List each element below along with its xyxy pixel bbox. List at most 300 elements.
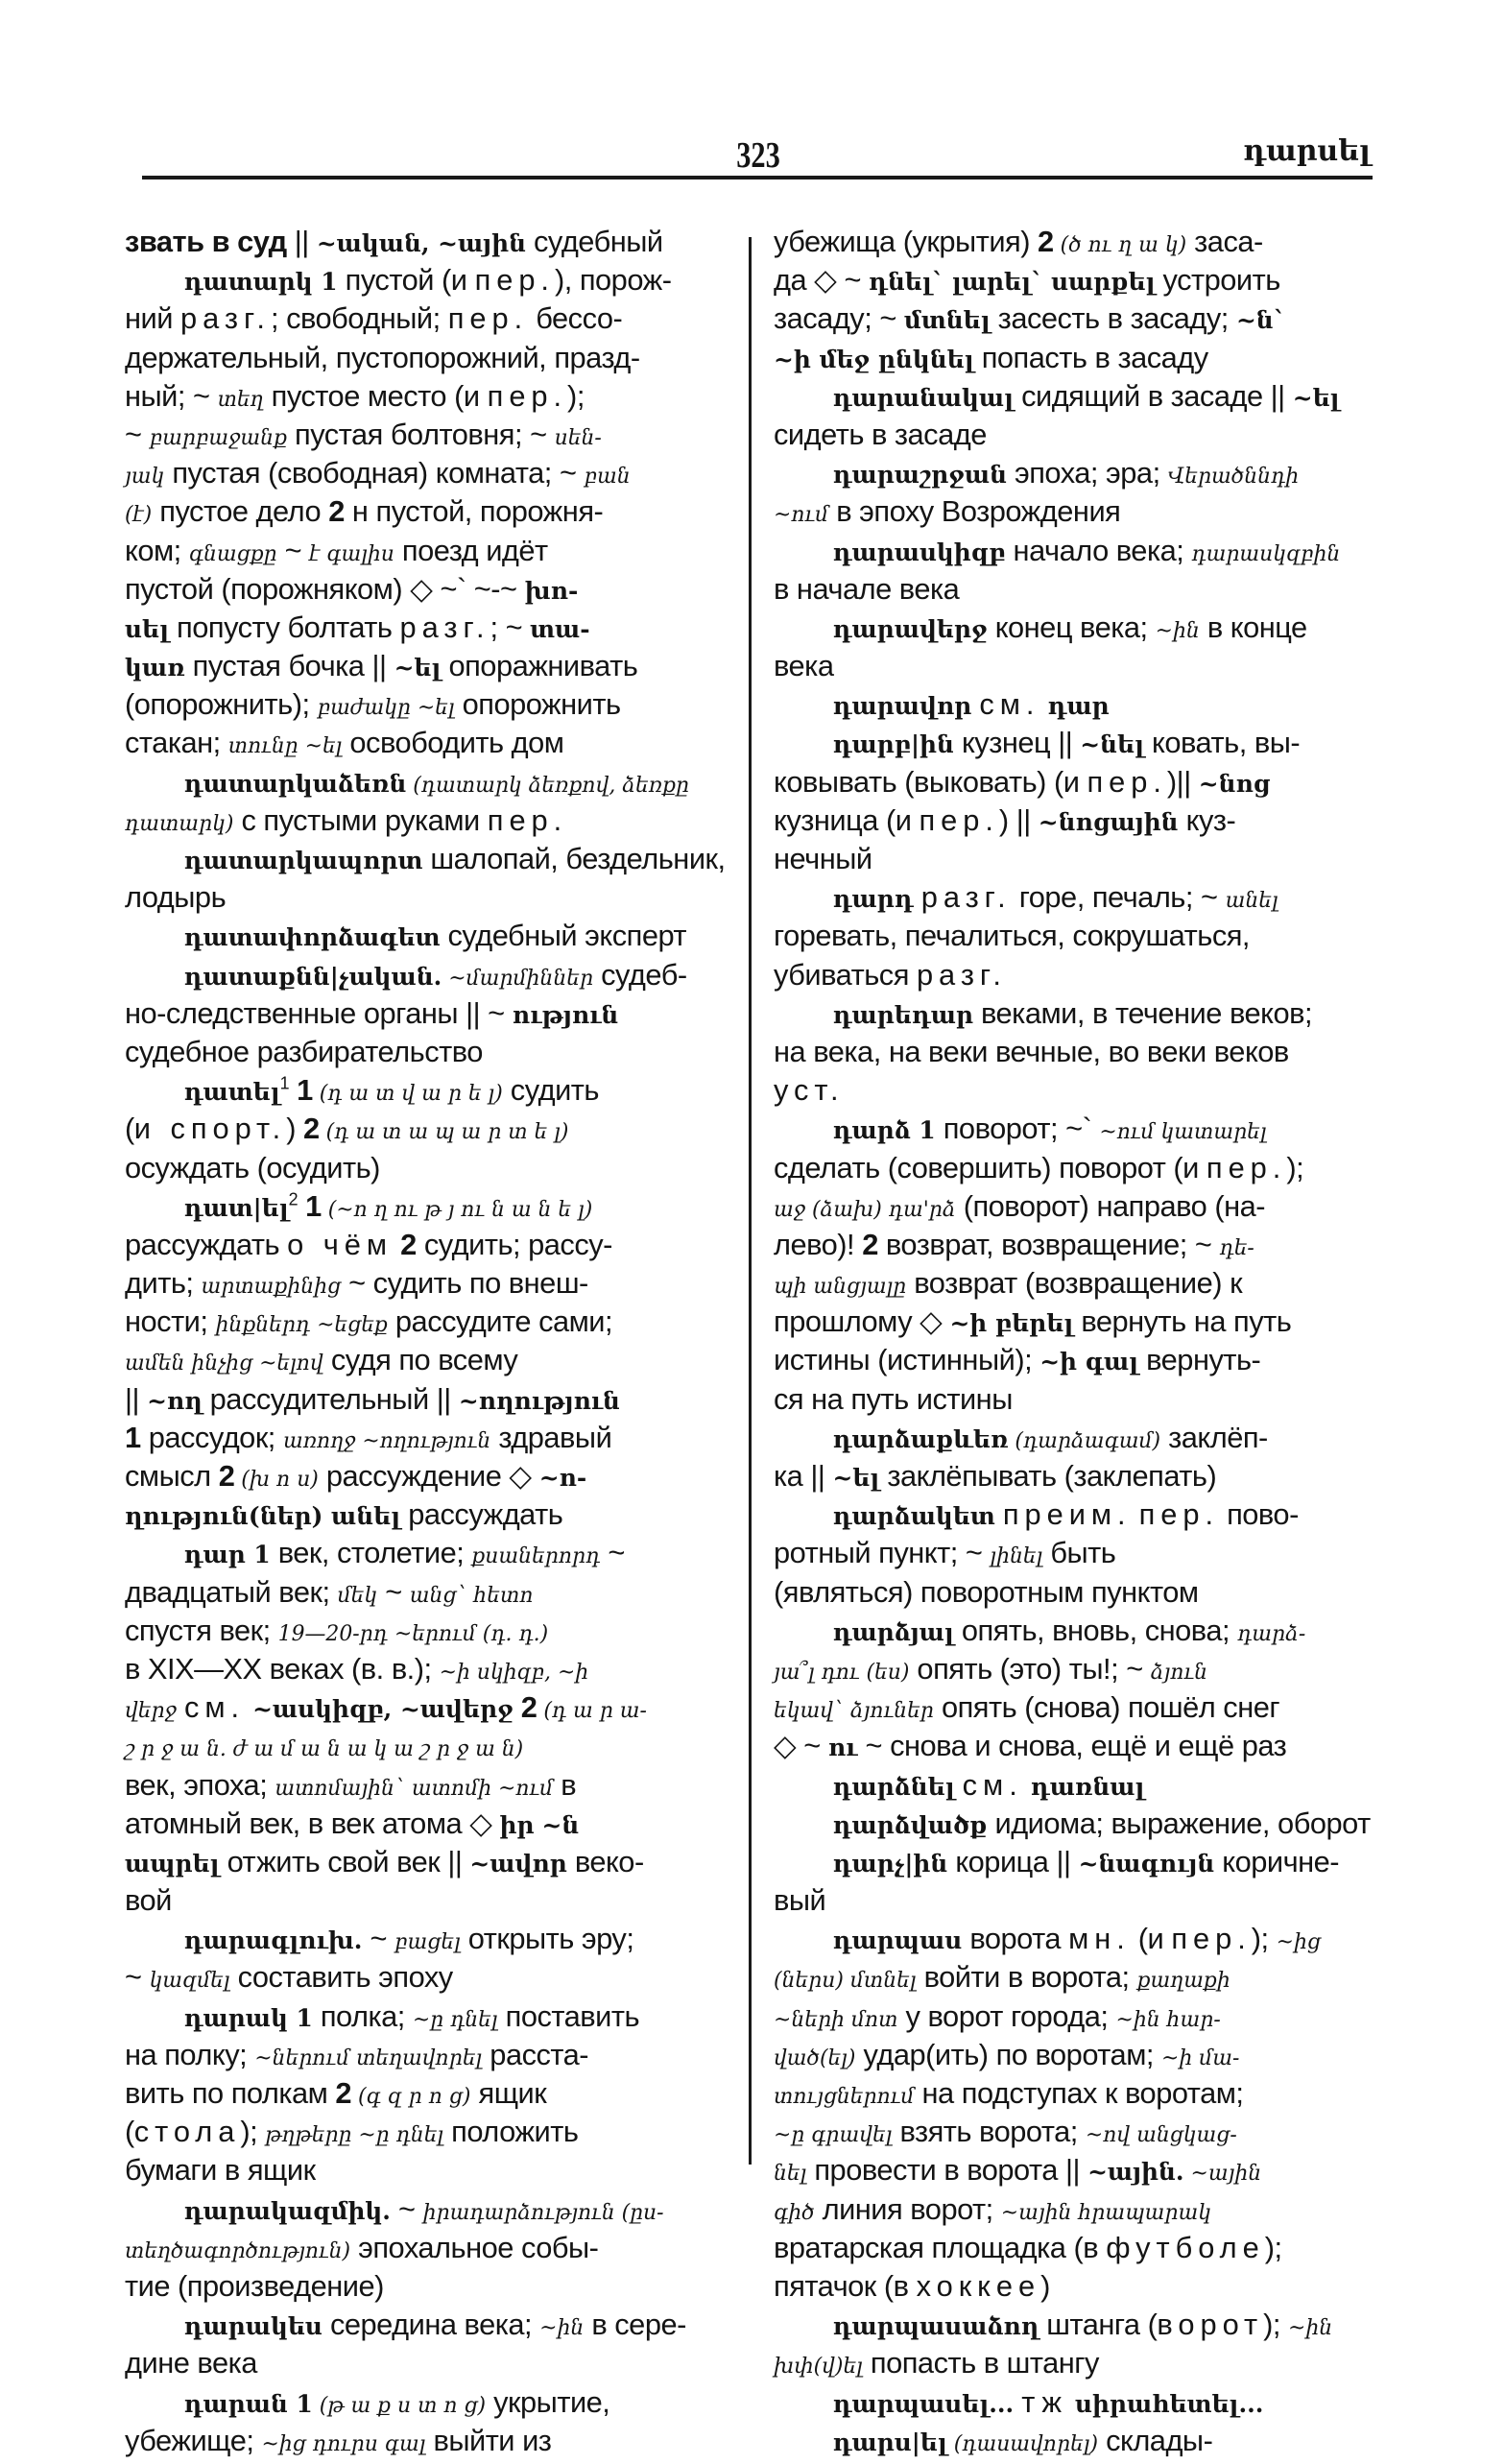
definition-text: опять (это) ты!; ~ [909, 1651, 1151, 1686]
definition-text: пустое дело [152, 494, 329, 529]
definition-text: открыть эру; [460, 1922, 634, 1956]
usage-label: разг. [399, 610, 490, 644]
definition-text: горе, печаль; ~ [1011, 880, 1226, 915]
headword: կառ [125, 654, 185, 682]
left-column [125, 223, 739, 2460]
dictionary-line [125, 1071, 735, 1110]
definition-text: убежища (укрытия) [774, 225, 1039, 258]
headword: սիրահետել... [1075, 2389, 1264, 2418]
definition-text: провести в ворота || [806, 2153, 1088, 2188]
dictionary-line [774, 1033, 1384, 1071]
armenian-example: ինքներդ ~եցեք [215, 1313, 388, 1338]
dictionary-line [774, 2151, 1384, 2189]
headword: ~նոցային [1038, 807, 1179, 836]
dictionary-line [774, 994, 1384, 1033]
definition-text: прошлому ◇ [774, 1304, 950, 1339]
dictionary-line [774, 1110, 1384, 1148]
definition-text: ~ [276, 533, 310, 567]
armenian-example: տունը ~ել [227, 734, 343, 759]
armenian-example: է գալիս [309, 541, 394, 566]
dictionary-line [125, 1380, 735, 1419]
dictionary-line [125, 685, 735, 724]
definition-text: эпохальное собы- [350, 2230, 599, 2264]
headword: ~ի մեջ ընկնել [774, 345, 974, 373]
usage-label: тж [1021, 2384, 1067, 2419]
definition-text: лодырь [125, 880, 227, 915]
dictionary-line [774, 1727, 1384, 1765]
definition-text: шалопай, бездельник, [422, 842, 726, 875]
armenian-example: դարձ- [1237, 1621, 1306, 1646]
definition-text: ), порож- [554, 263, 672, 298]
definition-text: ); [1264, 2230, 1282, 2264]
dictionary-line [125, 2383, 735, 2422]
armenian-example: լինել [990, 1544, 1043, 1569]
headword: ~ի գալ [1039, 1348, 1139, 1376]
dictionary-line [774, 416, 1384, 454]
definition-text: веками, в течение веков; [972, 995, 1313, 1030]
dictionary-line [125, 801, 735, 840]
headword: դնել` լարել` սարքել [869, 268, 1156, 297]
definition-text: на века, на веки вечные, во веки веков [774, 1034, 1289, 1068]
dictionary-line [774, 724, 1384, 762]
headword: ~ական, ~ային [316, 229, 526, 257]
definition-text: здравый [490, 1420, 612, 1454]
dictionary-line [774, 1650, 1384, 1688]
dictionary-line [774, 840, 1384, 878]
armenian-example: անց` հետո [409, 1583, 534, 1608]
headword: մտնել [903, 306, 991, 335]
armenian-example: (ներս) մտնել [774, 1969, 917, 1994]
armenian-example: (~ո ղ ու թ յ ու ն ա ն ե լ) [321, 1197, 593, 1222]
dictionary-line [125, 1033, 735, 1071]
definition-text: ~ [390, 2191, 423, 2226]
headword: դարավոր [832, 692, 972, 721]
definition-text: || [125, 1381, 148, 1416]
armenian-example: (դասավորել) [946, 2431, 1099, 2456]
armenian-example: պի անցյալը [774, 1275, 907, 1300]
definition-text: ковывать (выковать) (и [774, 764, 1087, 799]
definition-text: ) [286, 1112, 304, 1146]
definition-text: попасть в штангу [862, 2346, 1099, 2380]
armenian-example: նել [774, 2162, 807, 2187]
armenian-example: գիծ [774, 2200, 815, 2225]
headword: դարբ|ին [832, 730, 954, 759]
armenian-example: անել [1225, 889, 1278, 914]
definition-text: стакан; [125, 726, 228, 760]
dictionary-line [774, 2113, 1384, 2151]
definition-text: ( [125, 2115, 134, 2149]
definition-text: кузнец || [953, 726, 1081, 760]
dictionary-line [125, 1341, 735, 1379]
dictionary-line [774, 1457, 1384, 1495]
dictionary-line [125, 1149, 735, 1187]
page-number: 323 [736, 135, 780, 176]
armenian-example: ~ին [539, 2316, 585, 2341]
armenian-example: յա՞լ դու (ես) [774, 1660, 910, 1685]
usage-label: пер. [487, 802, 568, 837]
armenian-example: կազմել [149, 1969, 230, 1994]
armenian-example: ~ի սկիզբ, ~ի [439, 1660, 589, 1685]
definition-text [1132, 1497, 1139, 1531]
dictionary-line [125, 1881, 735, 1920]
dictionary-line [125, 2113, 735, 2151]
dictionary-line [774, 1303, 1384, 1341]
definition-text: ротный пункт; ~ [774, 1536, 991, 1570]
definition-text: штанга ( [1039, 2308, 1158, 2342]
headword: ~ողություն [458, 1386, 620, 1415]
definition-text: линия ворот; [814, 2191, 1001, 2226]
column-divider [749, 237, 752, 2165]
definition-text: убежище; [125, 2423, 262, 2457]
armenian-example: ~ով անցկաց- [1085, 2123, 1237, 2148]
definition-text: вить по полкам [125, 2076, 336, 2110]
definition-text: попасть в засаду [973, 340, 1208, 374]
dictionary-line [774, 261, 1384, 299]
definition-text: в начале века [774, 571, 960, 606]
running-head: դարսել [1243, 134, 1371, 168]
definition-text: век, эпоха; [125, 1767, 275, 1802]
armenian-example: վերջ [125, 1699, 177, 1724]
definition-text: поставить [497, 1998, 640, 2033]
usage-label: пер. [919, 802, 999, 837]
definition-text: составить эпоху [229, 1960, 453, 1995]
headword: տա- [530, 614, 590, 643]
usage-label: пер. [1138, 1497, 1220, 1532]
headword: դատարկապորտ [183, 847, 423, 874]
definition-text: ( [125, 1112, 134, 1146]
definition-text: спустя век; [125, 1613, 278, 1647]
headword: դարակես [183, 2312, 322, 2341]
dictionary-line [774, 2229, 1384, 2267]
definition-text: положить [443, 2115, 579, 2149]
dictionary-line [774, 685, 1384, 724]
armenian-example: բարբաջանք [149, 425, 287, 450]
sense-number: 2 [520, 1690, 538, 1725]
headword: դարպաս [832, 1926, 963, 1955]
definition-text: у ворот города; [897, 1998, 1116, 2033]
definition-text: ~ [600, 1536, 625, 1570]
definition-text: век, столетие; [270, 1536, 472, 1570]
sense-number: 1 [297, 1073, 313, 1108]
sense-number: 2 [400, 1227, 417, 1261]
dictionary-line [125, 917, 735, 955]
definition-text: ~ снова и снова, ещё и ещё раз [857, 1729, 1287, 1763]
definition-text: смысл [125, 1459, 219, 1493]
definition-text: поворот; ~` [935, 1112, 1100, 1146]
usage-label: преим. [1002, 1497, 1132, 1532]
definition-text: начало века; [1005, 533, 1192, 567]
sense-number: 1 [125, 1420, 141, 1454]
armenian-example: ատոմային` ատոմի ~ում [275, 1776, 554, 1801]
armenian-example: (դարձագամ) [1008, 1428, 1161, 1453]
definition-text: пустое место (и [263, 378, 488, 413]
dictionary-line [774, 1688, 1384, 1727]
definition-text: атомный век, в век атома ◇ [125, 1806, 500, 1840]
usage-label: пер. [1171, 1922, 1252, 1956]
definition-text: да ◇ ~ [774, 263, 870, 298]
dictionary-line [125, 2036, 735, 2074]
armenian-example: ~ային [1183, 2162, 1262, 2187]
definition-text: но-следственные органы || ~ [125, 995, 513, 1030]
headword: խո- [524, 576, 579, 605]
headword: դարանակալ [832, 383, 1015, 412]
header-rule [142, 176, 1373, 179]
armenian-example: ~ին հար- [1115, 2007, 1221, 2032]
headword: դարավերջ [832, 614, 988, 643]
dictionary-line [774, 2344, 1384, 2382]
armenian-example: (խ ո ս) [234, 1468, 319, 1492]
definition-text: ; свободный; [270, 301, 448, 336]
definition-text: пустой (порожняком) ◇ ~` ~-~ [125, 571, 525, 606]
definition-text: рассуждать [125, 1227, 288, 1261]
armenian-example: ված(ել) [774, 2045, 856, 2070]
definition-text: судить [502, 1073, 599, 1108]
definition-text [534, 1806, 541, 1840]
definition-text: эпоха; эра; [1006, 456, 1168, 490]
dictionary-line [125, 339, 735, 377]
definition-text: горевать, печалиться, сокрушаться, [774, 919, 1250, 953]
definition-text: ся на путь истины [774, 1381, 1013, 1416]
sense-number: 1 [305, 1188, 322, 1223]
sense-number: звать в суд [125, 225, 287, 258]
headword: դատ|ել [183, 1193, 289, 1222]
definition-text: на полку; [125, 2037, 255, 2071]
definition-text: судя по всему [322, 1343, 518, 1377]
definition-text: заклёпывать (заклепать) [879, 1459, 1217, 1493]
dictionary-line [774, 1766, 1384, 1805]
definition-text: вый [774, 1883, 826, 1918]
headword: ~նել [1080, 730, 1144, 759]
definition-text: (и [1130, 1922, 1172, 1956]
definition-text: ); [567, 378, 585, 413]
dictionary-line [125, 532, 735, 570]
usage-label: хоккее [916, 2268, 1041, 2303]
dictionary-line [774, 1071, 1384, 1110]
definition-text: ковать, вы- [1143, 726, 1301, 760]
armenian-example: (թ ա ք ս տ ո ց) [312, 2393, 487, 2418]
armenian-example: թղթերը ~ը դնել [265, 2123, 444, 2148]
definition-text: рассудите сами; [387, 1304, 613, 1339]
dictionary-line [774, 223, 1384, 261]
definition-text: заса- [1186, 225, 1263, 258]
headword: դատարկ 1 [183, 268, 338, 297]
headword: ~ավոր [469, 1849, 567, 1878]
definition-text: рассудительный || [202, 1381, 459, 1416]
dictionary-line [125, 1187, 735, 1226]
dictionary-line [774, 2422, 1384, 2460]
definition-text: вой [125, 1883, 172, 1918]
dictionary-line [125, 1805, 735, 1843]
definition-text: ний [125, 301, 181, 336]
definition-text: расста- [482, 2037, 589, 2071]
headword: դարս|ել [832, 2428, 947, 2456]
definition-text: ~ [125, 417, 150, 451]
definition-text [955, 1768, 963, 1802]
headword: ~ասկիզբ, ~ավերջ [252, 1695, 514, 1724]
sense-number: 2 [303, 1112, 320, 1146]
armenian-example: բացել [394, 1930, 461, 1955]
dictionary-line [774, 609, 1384, 647]
definition-text: н пустой, порожня- [344, 494, 604, 529]
definition-text: пустая бочка || [184, 649, 394, 683]
definition-text: засаду; ~ [774, 301, 904, 336]
definition-text: ка || [774, 1459, 833, 1493]
armenian-example: աջ (ձախ) դա'րձ [774, 1197, 956, 1222]
headword: իր [499, 1810, 535, 1839]
dictionary-line [774, 1187, 1384, 1226]
armenian-example: ~ին [1155, 618, 1200, 643]
dictionary-line [125, 2306, 735, 2344]
definition-text: выйти из [425, 2423, 552, 2457]
dictionary-line [125, 1843, 735, 1881]
dictionary-line [125, 1226, 735, 1264]
definition-text: нечный [774, 842, 872, 875]
headword: ~ող [147, 1386, 203, 1415]
definition-text: ◇ ~ [774, 1729, 828, 1763]
armenian-example: ~ից դուրս գալ [261, 2431, 426, 2456]
definition-text: освободить дом [342, 726, 564, 760]
headword: դարձաքևեռ [832, 1424, 1009, 1453]
armenian-example: բան [584, 465, 631, 490]
definition-text: держательный, пустопорожний, празд- [125, 340, 640, 374]
headword: դարակ 1 [183, 2003, 313, 2032]
dictionary-line [125, 492, 735, 531]
definition-text: (поворот) направо (на- [955, 1188, 1266, 1223]
dictionary-line [125, 261, 735, 299]
dictionary-line [774, 878, 1384, 917]
armenian-example: տեղծագործություն) [125, 2238, 351, 2263]
definition-text: ); [1251, 1922, 1277, 1956]
definition-text: пово- [1219, 1497, 1299, 1532]
armenian-example: առողջ ~ողություն [282, 1428, 491, 1453]
definition-text: вратарская площадка (в [774, 2230, 1107, 2264]
headword: դար [1047, 692, 1110, 721]
dictionary-line [125, 416, 735, 454]
armenian-example: (դատարկ ձեռքով, ձեռքը [406, 773, 689, 798]
definition-text: взять ворота; [892, 2115, 1086, 2149]
armenian-example: խփ(վ)ել [774, 2355, 863, 2380]
headword: ~ային. [1087, 2158, 1184, 2187]
headword: դարան 1 [183, 2389, 313, 2418]
definition-text: ; ~ [490, 610, 531, 644]
armenian-example: եկավ` ձյուներ [774, 1699, 934, 1724]
dictionary-line [774, 1149, 1384, 1187]
usage-label: уст. [774, 1073, 845, 1108]
armenian-example: ամեն ինչից ~ելով [125, 1352, 323, 1376]
usage-label: см. [183, 1690, 246, 1725]
definition-text: тие (произведение) [125, 2268, 384, 2303]
armenian-example: ձյուն [1150, 1660, 1207, 1685]
definition-text: (опорожнить); [125, 687, 318, 722]
definition-text: опоражнивать [441, 649, 638, 683]
sense-number: 2 [328, 494, 345, 529]
dictionary-line [774, 1226, 1384, 1264]
armenian-example: Վերածննդի [1167, 465, 1300, 490]
armenian-example: տեղ [217, 387, 264, 412]
dictionary-line [125, 2074, 735, 2113]
armenian-example: սեն- [554, 425, 602, 450]
dictionary-line [125, 2151, 735, 2189]
definition-text: конец века; [987, 610, 1156, 644]
definition-text: двадцатый век; [125, 1574, 338, 1609]
dictionary-line [125, 570, 735, 609]
dictionary-line [125, 1998, 735, 2036]
definition-text: возврат, возвращение; ~ [877, 1227, 1220, 1261]
dictionary-line [774, 454, 1384, 492]
definition-text: опять (снова) пошёл снег [933, 1690, 1280, 1725]
armenian-example: ~ի մա- [1161, 2045, 1240, 2070]
definition-text: отжить свой век || [219, 1844, 470, 1878]
definition-text: устроить [1155, 263, 1280, 298]
headword: դարասկիզբ [832, 538, 1006, 566]
definition-text: заклёп- [1160, 1420, 1268, 1454]
dictionary-line [125, 2229, 735, 2267]
headword: ապրել [125, 1849, 220, 1878]
dictionary-line [125, 994, 735, 1033]
headword: դարագլուխ. [183, 1926, 363, 1955]
definition-text: ности; [125, 1304, 216, 1339]
definition-text: ~ судить по внеш- [341, 1266, 588, 1301]
definition-text: )|| [1166, 764, 1199, 799]
headword: ~ի բերել [949, 1309, 1074, 1338]
definition-text: судеб- [593, 957, 687, 992]
armenian-example: ~ների մոտ [774, 2007, 898, 2032]
dictionary-line [774, 1573, 1384, 1612]
armenian-example: դարասկզբին [1191, 541, 1341, 566]
usage-label: и спорт. [133, 1112, 287, 1146]
definition-text: удар(ить) по воротам; [855, 2037, 1162, 2071]
definition-text: куз- [1178, 802, 1236, 837]
armenian-example: ~մարմիններ [442, 966, 594, 991]
dictionary-line [125, 2344, 735, 2382]
definition-text: сделать (совершить) поворот (и [774, 1150, 1206, 1184]
headword: ~ել [394, 654, 442, 682]
armenian-example: (է) [125, 503, 153, 528]
dictionary-line [125, 1264, 735, 1303]
definition-text: кузница (и [774, 802, 920, 837]
definition-text: в эпоху Возрождения [828, 494, 1121, 529]
definition-text [1067, 2385, 1075, 2419]
definition-text: пустой (и [337, 263, 475, 298]
definition-text: судебный эксперт [440, 919, 687, 953]
homonym-index: 1 [279, 1073, 290, 1093]
usage-label: пер. [487, 378, 568, 413]
usage-label: пер. [447, 301, 529, 336]
armenian-example: 19—20-րդ ~երում (դ. դ.) [277, 1621, 549, 1646]
armenian-example: ~ը գրավել [774, 2123, 893, 2148]
armenian-example: (դ ա տ վ ա ր ե լ) [312, 1082, 503, 1107]
dictionary-line [125, 2190, 735, 2229]
definition-text: пустая (свободная) комната; ~ [164, 456, 585, 490]
definition-text: ); [1263, 2308, 1288, 2342]
definition-text: идиома; выражение, оборот [987, 1806, 1371, 1840]
headword: ~ել [1292, 383, 1340, 412]
headword: դարձակետ [832, 1502, 995, 1531]
definition-text: судебное разбирательство [125, 1034, 483, 1068]
headword: դար 1 [183, 1541, 271, 1569]
dictionary-line [774, 1612, 1384, 1650]
dictionary-line [774, 2267, 1384, 2306]
armenian-example: (դ ա տ ա պ ա ր տ ե լ) [319, 1120, 569, 1145]
definition-text: сидеть в засаде [774, 417, 987, 451]
armenian-example: յակ [125, 465, 165, 490]
headword: սել [125, 614, 169, 643]
headword: դարձնել [832, 1772, 955, 1801]
sense-number: 2 [218, 1459, 235, 1493]
usage-label: футболе [1106, 2230, 1265, 2264]
definition-text: поезд идёт [394, 533, 548, 567]
usage-label: о чём [287, 1227, 394, 1261]
